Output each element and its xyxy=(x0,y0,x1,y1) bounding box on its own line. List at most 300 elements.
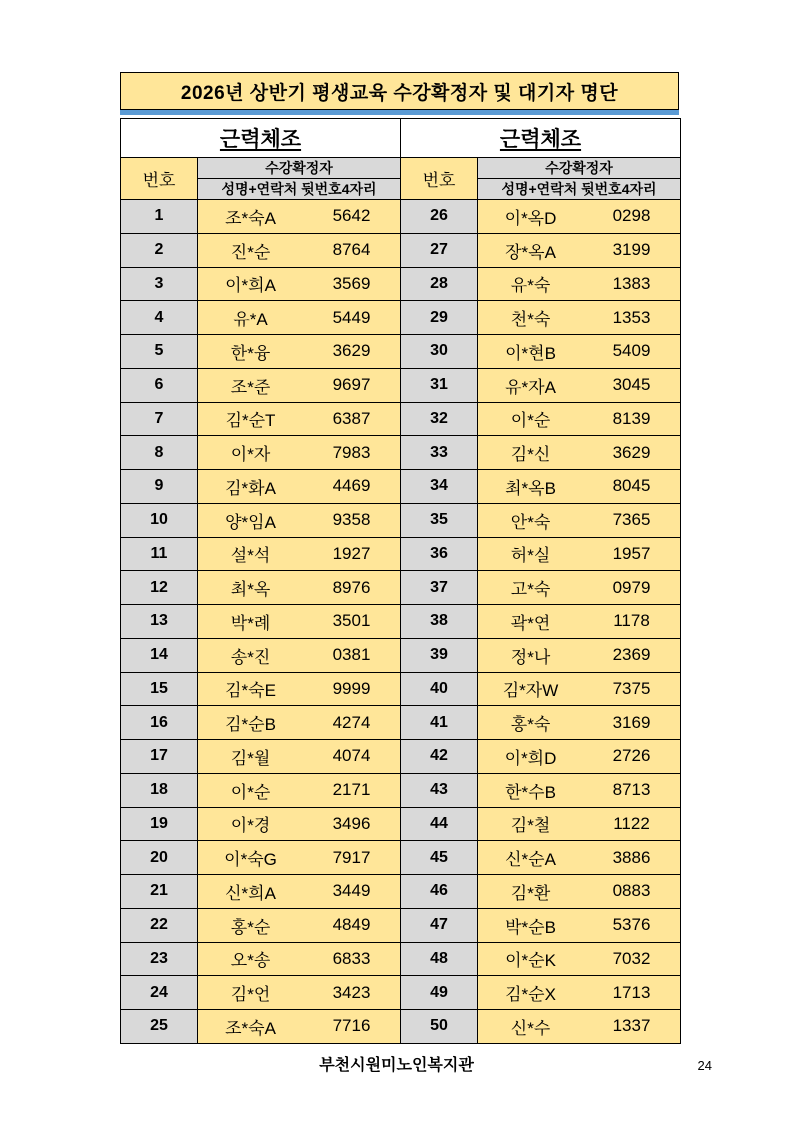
phone-last4: 7365 xyxy=(612,510,651,530)
person-name: 신*수 xyxy=(510,1018,551,1038)
person-name: 안*숙 xyxy=(510,512,551,532)
row-number-cell: 44 xyxy=(401,807,478,841)
phone-last4: 6833 xyxy=(332,948,371,968)
row-number-cell: 1 xyxy=(121,200,198,234)
phone-last4: 0883 xyxy=(612,881,651,901)
person-name: 곽*연 xyxy=(510,613,551,633)
phone-last4: 3199 xyxy=(612,240,651,260)
confirmed-person-cell xyxy=(478,267,681,301)
person-wrap xyxy=(198,778,400,803)
person-wrap xyxy=(478,778,680,803)
person-wrap xyxy=(478,1014,680,1039)
col-header-no-left: 번호 xyxy=(121,158,198,200)
table-row xyxy=(121,841,401,875)
table-row xyxy=(401,875,681,909)
col-header-sub-left: 성명+연락처 뒷번호4자리 xyxy=(198,179,401,200)
person-wrap xyxy=(198,643,400,668)
row-number-cell: 37 xyxy=(401,571,478,605)
person-wrap xyxy=(478,271,680,296)
person-name: 오*송 xyxy=(230,951,271,971)
phone-last4: 7032 xyxy=(612,948,651,968)
person-name: 장*옥A xyxy=(505,242,556,262)
person-name: 송*진 xyxy=(230,647,271,667)
person-name: 이*숙G xyxy=(224,850,277,870)
table-row xyxy=(121,503,401,537)
confirmed-person-cell xyxy=(478,470,681,504)
row-number-cell: 35 xyxy=(401,503,478,537)
confirmed-person-cell xyxy=(198,807,401,841)
person-name: 이*희A xyxy=(225,276,276,296)
table-row xyxy=(401,605,681,639)
person-wrap xyxy=(478,339,680,364)
page-title-text: 2026년 상반기 평생교육 수강확정자 및 대기자 명단 xyxy=(180,82,619,104)
confirmed-person-cell xyxy=(198,200,401,234)
row-number-cell: 2 xyxy=(121,233,198,267)
table-row xyxy=(121,436,401,470)
roster-table-right xyxy=(400,118,681,1044)
row-number-cell: 42 xyxy=(401,740,478,774)
person-name: 유*숙 xyxy=(510,276,551,296)
row-number-cell: 17 xyxy=(121,740,198,774)
person-wrap xyxy=(198,946,400,971)
table-row xyxy=(121,470,401,504)
phone-last4: 5376 xyxy=(612,915,651,935)
table-row xyxy=(121,706,401,740)
row-number-cell: 47 xyxy=(401,908,478,942)
person-name: 이*현B xyxy=(505,343,556,363)
table-row xyxy=(401,773,681,807)
confirmed-person-cell xyxy=(198,267,401,301)
phone-last4: 1957 xyxy=(612,543,651,563)
row-number-cell: 5 xyxy=(121,335,198,369)
table-row xyxy=(121,605,401,639)
table-row xyxy=(121,1010,401,1044)
table-row xyxy=(401,571,681,605)
person-name: 이*경 xyxy=(230,816,271,836)
person-name: 김*환 xyxy=(510,883,551,903)
section-header-left-text: 근력체조 xyxy=(219,128,302,151)
person-wrap xyxy=(198,204,400,229)
person-wrap xyxy=(198,710,400,735)
phone-last4: 3045 xyxy=(612,375,651,395)
table-row xyxy=(121,233,401,267)
phone-last4: 3629 xyxy=(612,442,651,462)
section-header-right xyxy=(401,119,681,158)
phone-last4: 5642 xyxy=(332,206,371,226)
confirmed-person-cell xyxy=(478,368,681,402)
person-wrap xyxy=(478,811,680,836)
section-header-left xyxy=(121,119,401,158)
confirmed-person-cell xyxy=(198,335,401,369)
phone-last4: 3501 xyxy=(332,611,371,631)
blue-divider xyxy=(120,110,679,115)
phone-last4: 3886 xyxy=(612,847,651,867)
confirmed-person-cell xyxy=(478,571,681,605)
phone-last4: 4074 xyxy=(332,746,371,766)
person-wrap xyxy=(478,474,680,499)
phone-last4: 0979 xyxy=(612,577,651,597)
table-row xyxy=(401,402,681,436)
phone-last4: 8764 xyxy=(332,240,371,260)
confirmed-person-cell xyxy=(478,807,681,841)
person-name: 김*언 xyxy=(230,985,271,1005)
table-row xyxy=(401,740,681,774)
table-row xyxy=(121,638,401,672)
confirmed-person-cell xyxy=(198,908,401,942)
row-number-cell: 20 xyxy=(121,841,198,875)
row-number-cell: 48 xyxy=(401,942,478,976)
table-row xyxy=(121,368,401,402)
row-number-cell: 7 xyxy=(121,402,198,436)
row-number-cell: 46 xyxy=(401,875,478,909)
row-number-cell: 13 xyxy=(121,605,198,639)
person-name: 이*순K xyxy=(505,951,556,971)
person-name: 조*숙A xyxy=(225,1018,276,1038)
confirmed-person-cell xyxy=(198,233,401,267)
phone-last4: 3449 xyxy=(332,881,371,901)
table-row xyxy=(401,976,681,1010)
person-wrap xyxy=(198,845,400,870)
confirmed-person-cell xyxy=(478,335,681,369)
person-name: 신*순A xyxy=(505,850,556,870)
confirmed-person-cell xyxy=(198,402,401,436)
phone-last4: 1713 xyxy=(612,982,651,1002)
person-name: 김*숙E xyxy=(225,681,276,701)
row-number-cell: 28 xyxy=(401,267,478,301)
table-row xyxy=(401,436,681,470)
person-wrap xyxy=(478,305,680,330)
col-header-no-right: 번호 xyxy=(401,158,478,200)
person-wrap xyxy=(478,575,680,600)
phone-last4: 6387 xyxy=(332,408,371,428)
phone-last4: 1178 xyxy=(613,611,650,631)
phone-last4: 3423 xyxy=(332,982,371,1002)
phone-last4: 8139 xyxy=(612,408,651,428)
person-wrap xyxy=(478,980,680,1005)
roster-tables xyxy=(120,118,679,1044)
phone-last4: 1337 xyxy=(612,1016,651,1036)
phone-last4: 9697 xyxy=(332,375,371,395)
table-row xyxy=(401,942,681,976)
phone-last4: 1122 xyxy=(613,813,650,833)
row-number-cell: 33 xyxy=(401,436,478,470)
table-row xyxy=(121,908,401,942)
phone-last4: 2171 xyxy=(332,780,371,800)
confirmed-person-cell xyxy=(198,942,401,976)
phone-last4: 1383 xyxy=(612,273,651,293)
person-wrap xyxy=(478,541,680,566)
person-name: 한*수B xyxy=(505,782,556,802)
phone-last4: 8713 xyxy=(612,780,651,800)
person-wrap xyxy=(198,339,400,364)
confirmed-person-cell xyxy=(198,1010,401,1044)
person-wrap xyxy=(478,609,680,634)
confirmed-person-cell xyxy=(478,672,681,706)
row-number-cell: 14 xyxy=(121,638,198,672)
table-row xyxy=(401,638,681,672)
confirmed-person-cell xyxy=(478,908,681,942)
person-name: 유*A xyxy=(233,310,268,330)
person-name: 김*화A xyxy=(225,478,276,498)
person-wrap xyxy=(198,676,400,701)
person-name: 진*순 xyxy=(230,242,271,262)
person-name: 김*월 xyxy=(230,748,271,768)
person-name: 한*융 xyxy=(230,343,271,363)
person-name: 천*숙 xyxy=(510,310,551,330)
phone-last4: 3169 xyxy=(612,712,651,732)
phone-last4: 4274 xyxy=(332,712,371,732)
confirmed-person-cell xyxy=(478,841,681,875)
person-name: 최*옥 xyxy=(230,580,271,600)
person-name: 김*순T xyxy=(225,411,276,431)
row-number-cell: 36 xyxy=(401,537,478,571)
confirmed-person-cell xyxy=(198,470,401,504)
col-header-sub-right: 성명+연락처 뒷번호4자리 xyxy=(478,179,681,200)
roster-content xyxy=(120,72,679,1044)
confirmed-person-cell xyxy=(198,841,401,875)
table-row xyxy=(121,537,401,571)
table-row xyxy=(401,301,681,335)
person-name: 홍*숙 xyxy=(510,715,551,735)
phone-last4: 7716 xyxy=(332,1016,371,1036)
row-number-cell: 50 xyxy=(401,1010,478,1044)
confirmed-person-cell xyxy=(198,875,401,909)
row-number-cell: 19 xyxy=(121,807,198,841)
person-wrap xyxy=(478,508,680,533)
phone-last4: 8045 xyxy=(612,476,651,496)
row-number-cell: 40 xyxy=(401,672,478,706)
person-name: 이*자 xyxy=(230,445,271,465)
phone-last4: 8976 xyxy=(332,577,371,597)
person-wrap xyxy=(198,508,400,533)
roster-table-left xyxy=(120,118,401,1044)
table-row xyxy=(401,537,681,571)
confirmed-person-cell xyxy=(198,436,401,470)
person-wrap xyxy=(478,879,680,904)
table-row xyxy=(121,942,401,976)
row-number-cell: 6 xyxy=(121,368,198,402)
row-number-cell: 25 xyxy=(121,1010,198,1044)
table-row xyxy=(401,267,681,301)
row-number-cell: 15 xyxy=(121,672,198,706)
table-row xyxy=(401,908,681,942)
phone-last4: 5409 xyxy=(612,341,651,361)
person-name: 조*준 xyxy=(230,377,271,397)
table-row xyxy=(121,335,401,369)
person-wrap xyxy=(478,845,680,870)
row-number-cell: 38 xyxy=(401,605,478,639)
phone-last4: 7983 xyxy=(332,442,371,462)
person-wrap xyxy=(478,440,680,465)
person-name: 고*숙 xyxy=(510,580,551,600)
confirmed-person-cell xyxy=(198,740,401,774)
table-row xyxy=(401,503,681,537)
phone-last4: 3629 xyxy=(332,341,371,361)
person-wrap xyxy=(478,744,680,769)
person-wrap xyxy=(198,271,400,296)
person-name: 이*순 xyxy=(230,782,271,802)
row-number-cell: 16 xyxy=(121,706,198,740)
table-row xyxy=(121,740,401,774)
phone-last4: 7917 xyxy=(332,847,371,867)
row-number-cell: 34 xyxy=(401,470,478,504)
phone-last4: 2726 xyxy=(612,746,651,766)
person-wrap xyxy=(198,238,400,263)
person-wrap xyxy=(198,744,400,769)
person-name: 김*신 xyxy=(510,445,551,465)
person-name: 정*나 xyxy=(510,647,551,667)
person-wrap xyxy=(198,811,400,836)
person-name: 김*철 xyxy=(510,816,551,836)
phone-last4: 4849 xyxy=(332,915,371,935)
person-wrap xyxy=(198,541,400,566)
person-name: 이*희D xyxy=(504,748,557,768)
confirmed-person-cell xyxy=(198,368,401,402)
confirmed-person-cell xyxy=(478,638,681,672)
person-name: 이*옥D xyxy=(504,208,557,228)
person-name: 설*석 xyxy=(230,546,271,566)
person-wrap xyxy=(198,980,400,1005)
table-row xyxy=(121,402,401,436)
table-row xyxy=(401,672,681,706)
person-wrap xyxy=(198,913,400,938)
phone-last4: 5449 xyxy=(332,307,371,327)
table-row xyxy=(121,807,401,841)
confirmed-person-cell xyxy=(198,301,401,335)
row-number-cell: 45 xyxy=(401,841,478,875)
roster-body-left xyxy=(121,200,401,1044)
row-number-cell: 11 xyxy=(121,537,198,571)
phone-last4: 1927 xyxy=(332,543,371,563)
phone-last4: 7375 xyxy=(612,678,651,698)
confirmed-person-cell xyxy=(478,942,681,976)
confirmed-person-cell xyxy=(478,605,681,639)
confirmed-person-cell xyxy=(198,537,401,571)
person-name: 박*례 xyxy=(230,613,271,633)
person-name: 유*자A xyxy=(505,377,556,397)
row-number-cell: 18 xyxy=(121,773,198,807)
table-row xyxy=(121,672,401,706)
section-header-right-text: 근력체조 xyxy=(499,128,582,151)
table-row xyxy=(401,706,681,740)
row-number-cell: 12 xyxy=(121,571,198,605)
col-header-confirmed-right: 수강확정자 xyxy=(478,158,681,179)
phone-last4: 3496 xyxy=(332,813,371,833)
table-row xyxy=(401,470,681,504)
row-number-cell: 22 xyxy=(121,908,198,942)
row-number-cell: 4 xyxy=(121,301,198,335)
confirmed-person-cell xyxy=(198,503,401,537)
person-wrap xyxy=(198,575,400,600)
person-wrap xyxy=(198,609,400,634)
confirmed-person-cell xyxy=(478,200,681,234)
person-name: 김*자W xyxy=(502,681,559,701)
table-row xyxy=(401,200,681,234)
person-wrap xyxy=(478,238,680,263)
table-row xyxy=(121,571,401,605)
col-header-confirmed-left: 수강확정자 xyxy=(198,158,401,179)
phone-last4: 0381 xyxy=(332,645,371,665)
confirmed-person-cell xyxy=(478,1010,681,1044)
row-number-cell: 10 xyxy=(121,503,198,537)
row-number-cell: 3 xyxy=(121,267,198,301)
table-row xyxy=(401,368,681,402)
confirmed-person-cell xyxy=(198,605,401,639)
person-wrap xyxy=(478,643,680,668)
person-wrap xyxy=(478,406,680,431)
row-number-cell: 21 xyxy=(121,875,198,909)
page-title xyxy=(120,72,679,110)
confirmed-person-cell xyxy=(198,773,401,807)
person-name: 김*순B xyxy=(225,715,276,735)
row-number-cell: 31 xyxy=(401,368,478,402)
table-row xyxy=(401,807,681,841)
confirmed-person-cell xyxy=(478,233,681,267)
confirmed-person-cell xyxy=(198,706,401,740)
confirmed-person-cell xyxy=(478,537,681,571)
phone-last4: 9999 xyxy=(332,678,371,698)
table-row xyxy=(121,773,401,807)
table-row xyxy=(401,1010,681,1044)
person-wrap xyxy=(478,710,680,735)
row-number-cell: 41 xyxy=(401,706,478,740)
confirmed-person-cell xyxy=(478,773,681,807)
roster-body-right xyxy=(401,200,681,1044)
person-wrap xyxy=(198,305,400,330)
table-row xyxy=(401,841,681,875)
person-wrap xyxy=(198,1014,400,1039)
person-name: 홍*순 xyxy=(230,917,271,937)
table-row xyxy=(121,976,401,1010)
phone-last4: 1353 xyxy=(612,307,651,327)
row-number-cell: 27 xyxy=(401,233,478,267)
phone-last4: 4469 xyxy=(332,476,371,496)
row-number-cell: 32 xyxy=(401,402,478,436)
person-name: 박*순B xyxy=(505,917,556,937)
confirmed-person-cell xyxy=(198,976,401,1010)
confirmed-person-cell xyxy=(478,301,681,335)
phone-last4: 3569 xyxy=(332,273,371,293)
person-name: 신*희A xyxy=(225,883,276,903)
table-row xyxy=(121,267,401,301)
person-wrap xyxy=(198,879,400,904)
table-row xyxy=(121,200,401,234)
footer-organization: 부천시원미노인복지관 xyxy=(319,1057,474,1074)
page-number: 24 xyxy=(697,1058,712,1073)
row-number-cell: 26 xyxy=(401,200,478,234)
person-wrap xyxy=(478,676,680,701)
person-wrap xyxy=(198,406,400,431)
confirmed-person-cell xyxy=(198,571,401,605)
person-wrap xyxy=(478,946,680,971)
confirmed-person-cell xyxy=(478,976,681,1010)
person-wrap xyxy=(478,373,680,398)
confirmed-person-cell xyxy=(478,503,681,537)
person-name: 허*실 xyxy=(510,546,551,566)
person-wrap xyxy=(478,204,680,229)
confirmed-person-cell xyxy=(198,672,401,706)
person-wrap xyxy=(198,440,400,465)
row-number-cell: 29 xyxy=(401,301,478,335)
phone-last4: 2369 xyxy=(612,645,651,665)
row-number-cell: 43 xyxy=(401,773,478,807)
row-number-cell: 39 xyxy=(401,638,478,672)
phone-last4: 9358 xyxy=(332,510,371,530)
person-wrap xyxy=(478,913,680,938)
row-number-cell: 23 xyxy=(121,942,198,976)
phone-last4: 0298 xyxy=(612,206,651,226)
table-row xyxy=(121,301,401,335)
